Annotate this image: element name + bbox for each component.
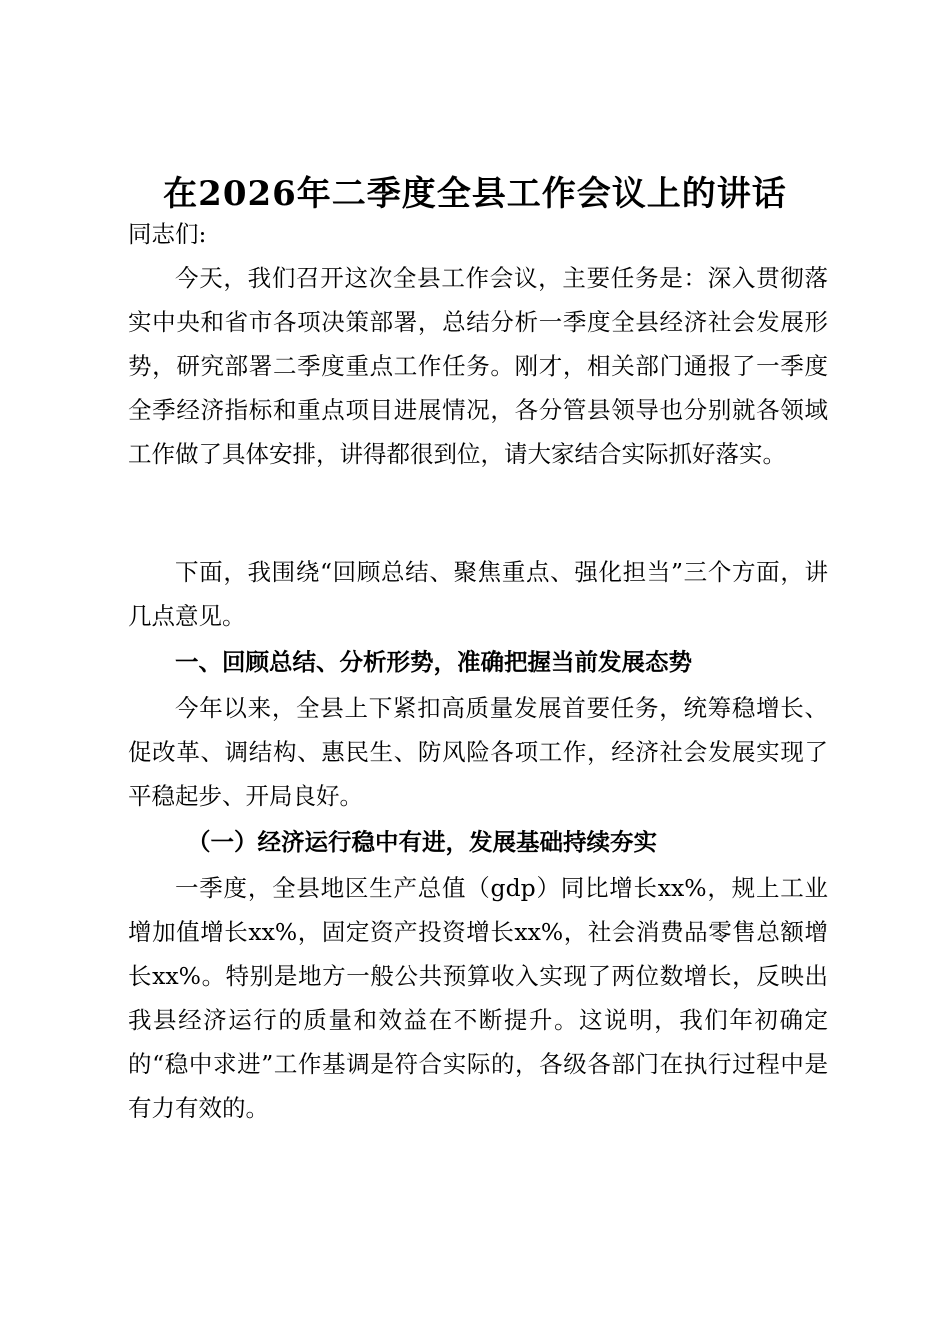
paragraph-outline: 下面，我围绕“回顾总结、聚焦重点、强化担当”三个方面，讲几点意见。 (128, 558, 828, 630)
section-heading-1: 一、回顾总结、分析形势，准确把握当前发展态势 (175, 648, 692, 676)
subsection-heading-1: （一）经济运行稳中有进，发展基础持续夯实 (187, 828, 657, 856)
paragraph-opening: 今天，我们召开这次全县工作会议，主要任务是：深入贯彻落实中央和省市各项决策部署，总结分析一季度全县经济社会发展形势，研究部署二季度重点工作任务。刚才，相关部门通报了一季度全季经济指标和重点项目进展情况，各分管县领导也分别就各领域工作做了具体安排，讲得都很到位，请大家结合实际抓好落实。 (128, 264, 828, 468)
document-title: 在2026年二季度全县工作会议上的讲话 (163, 174, 787, 214)
paragraph-review: 今年以来，全县上下紧扣高质量发展首要任务，统筹稳增长、促改革、调结构、惠民生、防风险各项工作，经济社会发展实现了平稳起步、开局良好。 (128, 694, 828, 810)
salutation: 同志们: (128, 220, 207, 248)
paragraph-economy: 一季度，全县地区生产总值（gdp）同比增长xx%，规上工业增加值增长xx%，固定资产投资增长xx%，社会消费品零售总额增长xx%。特别是地方一般公共预算收入实现了两位数增长，反映出我县经济运行的质量和效益在不断提升。这说明，我们年初确定的“稳中求进”工作基调是符合实际的，各级各部门在执行过程中是有力有效的。 (128, 874, 828, 1122)
